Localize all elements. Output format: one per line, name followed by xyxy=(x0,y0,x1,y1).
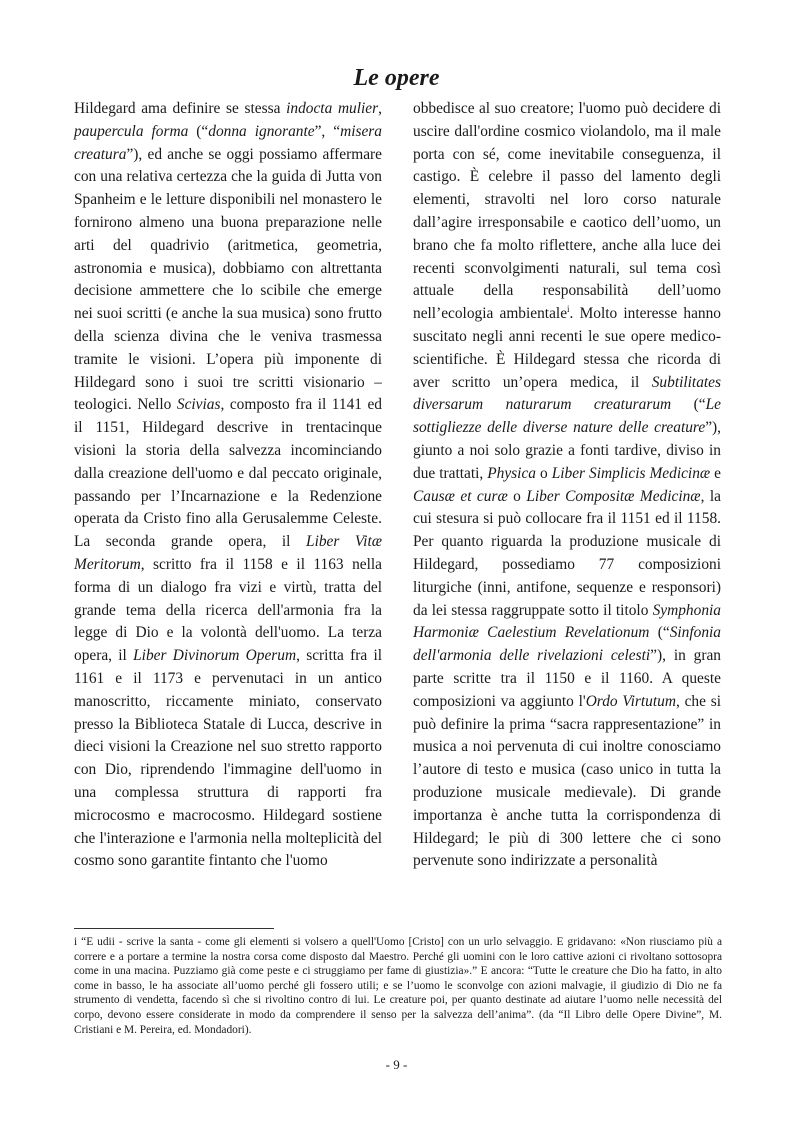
left-column-text: Hildegard ama definire se stessa indocta mulier, paupercula forma (“donna ignorante”, “misera creatura”), ed anche se oggi possiamo affermare con una relativa certezza che la guida di Jutta von Spanheim e le letture disponibili nel monastero le fornirono almeno una buona preparazione nelle arti del quadrivio (aritmetica, geometria, astronomia e musica), dobbiamo con altrettanta decisione ammettere che lo scibile che emerge nei suoi scritti (e anche la sua musica) sono frutto della scienza divina che le veniva trasmessa tramite le visioni. L’opera più imponente di Hildegard sono i suoi tre scritti visionario – teologici. Nello Scivias, composto fra il 1141 ed il 1151, Hildegard descrive in trentacinque visioni la storia della salvezza incominciando dalla creazione dell'uomo e dal peccato originale, passando per l’Incarnazione e la Redenzione operata da Cristo fino alla Gerusalemme Celeste. La seconda grande opera, il Liber Vitæ Meritorum, scritto fra il 1158 e il 1163 nella forma di un dialogo fra vizi e virtù, tratta del grande tema della ricerca dell'armonia fra la legge di Dio e la volontà dell'uomo. La terza opera, il Liber Divinorum Operum, scritta fra il 1161 e il 1173 e pervenutaci in un antico manoscritto, riccamente miniato, conservato presso la Biblioteca Statale di Lucca, descrive in dieci visioni la Creazione nel suo stretto rapporto con Dio, riprendendo l'immagine dell'uomo in una complessa struttura di rapporti fra microcosmo e macrocosmo. Hildegard sostiene che l'interazione e l'armonia nella molteplicità del cosmo sono garantite fintanto che l'uomo xyxy=(74,100,382,870)
italic-text: Liber Compositæ Medicinæ xyxy=(526,487,701,505)
italic-text: Le sottigliezze delle diverse nature delle creature xyxy=(413,396,721,437)
right-column-text: obbedisce al suo creatore; l'uomo può decidere di uscire dall'ordine cosmico violandolo, ma il male porta con sé, come inevitabile conseguenza, il castigo. È celebre il passo del lamento degli elementi, stravolti nel loro corso naturale dall’agire irresponsabile e caotico dell’uomo, un brano che fa molto riflettere, anche alla luce dei recenti sconvolgimenti naturali, sul tema così attuale della responsabilità dell’uomo nell’ecologia ambientale$^i$. Molto interesse hanno suscitato negli anni recenti le sue opere medico-scientifiche. È Hildegard stessa che ricorda di aver scritto un’opera medica, il Subtilitates diversarum naturarum creaturarum (“Le sottigliezze delle diverse nature delle creature”), giunto a noi solo grazie a fonti tardive, diviso in due trattati, Physica o Liber Simplicis Medicinæ e Causæ et curæ o Liber Compositæ Medicinæ, la cui stesura si può collocare fra il 1151 ed il 1158. Per quanto riguarda la produzione musicale di Hildegard, possediamo 77 composizioni liturgiche (inni, antifone, sequenze e responsori) da lei stessa raggruppate sotto il titolo Symphonia Harmoniæ Caelestium Revelationum (“Sinfonia dell'armonia delle rivelazioni celesti”), in gran parte scritte tra il 1150 e il 1160. A queste composizioni va aggiunto l'Ordo Virtutum, che si può definire la prima “sacra rappresentazione” in musica a noi pervenuta di cui inoltre conosciamo l’autore di testo e musica (caso unico in tutta la produzione musicale medievale). Di grande importanza è anche tutta la corrispondenza di Hildegard; le più di 300 lettere che ci sono pervenute sono indirizzate a personalità xyxy=(413,100,722,870)
footnote-divider xyxy=(74,928,274,929)
footnote xyxy=(74,935,722,1037)
italic-text: Symphonia Harmoniæ Caelestium Revelationum xyxy=(413,601,721,642)
italic-text: Sinfonia dell'armonia delle rivelazioni celesti xyxy=(413,624,721,665)
italic-text: donna ignorante xyxy=(208,122,315,140)
italic-text: Physica xyxy=(487,464,536,482)
italic-text: Liber Vitæ Meritorum xyxy=(74,533,382,573)
italic-text: Scivias xyxy=(176,396,221,414)
right-column xyxy=(413,98,721,873)
italic-text: misera creatura xyxy=(74,122,382,163)
italic-text: Subtilitates diversarum naturarum creaturarum xyxy=(413,373,721,414)
italic-text: Liber Simplicis Medicinæ xyxy=(551,464,711,482)
page-title: Le opere xyxy=(353,65,440,91)
italic-text: paupercula forma xyxy=(74,122,189,140)
page-number: - 9 - xyxy=(385,1057,408,1072)
italic-text: Causæ et curæ xyxy=(413,487,508,505)
footnote-reference[interactable]: i xyxy=(567,304,570,315)
left-column xyxy=(74,98,382,873)
italic-text: Ordo Virtutum xyxy=(585,692,676,710)
italic-text: indocta mulier xyxy=(286,100,379,117)
footnote-text: i “E udii - scrive la santa - come gli elementi si volsero a quell'Uomo [Cristo] con un urlo selvaggio. E gridavano: «Non riusciamo più a correre e a portare a termine la nostra corsa come disposto dal Maestro. Perché gli uomini con le loro cattive azioni ci rivoltano sottosopra come in una macina. Puzziamo già come peste e ci struggiamo per fame di giustizia».” E ancora: “Tutte le creature che Dio ha fatto, in alto come in basso, le ha associate all’uomo perché gli fossero utili; e se l’uomo le sconvolge con azioni malvagie, il giudizio di Dio ne fa strumento di vendetta, facendo sì che si rivoltino contro di lui. Le creature poi, per quanto destinate ad aiutare l’uomo nelle necessità del corpo, devono essere considerate in modo da comprendere il senso per la salvezza dell’anima”. (da “Il Libro delle Opere Divine”, M. Cristiani e M. Pereira, ed. Mondadori). xyxy=(74,936,722,1036)
italic-text: Liber Divinorum Operum xyxy=(133,647,297,665)
